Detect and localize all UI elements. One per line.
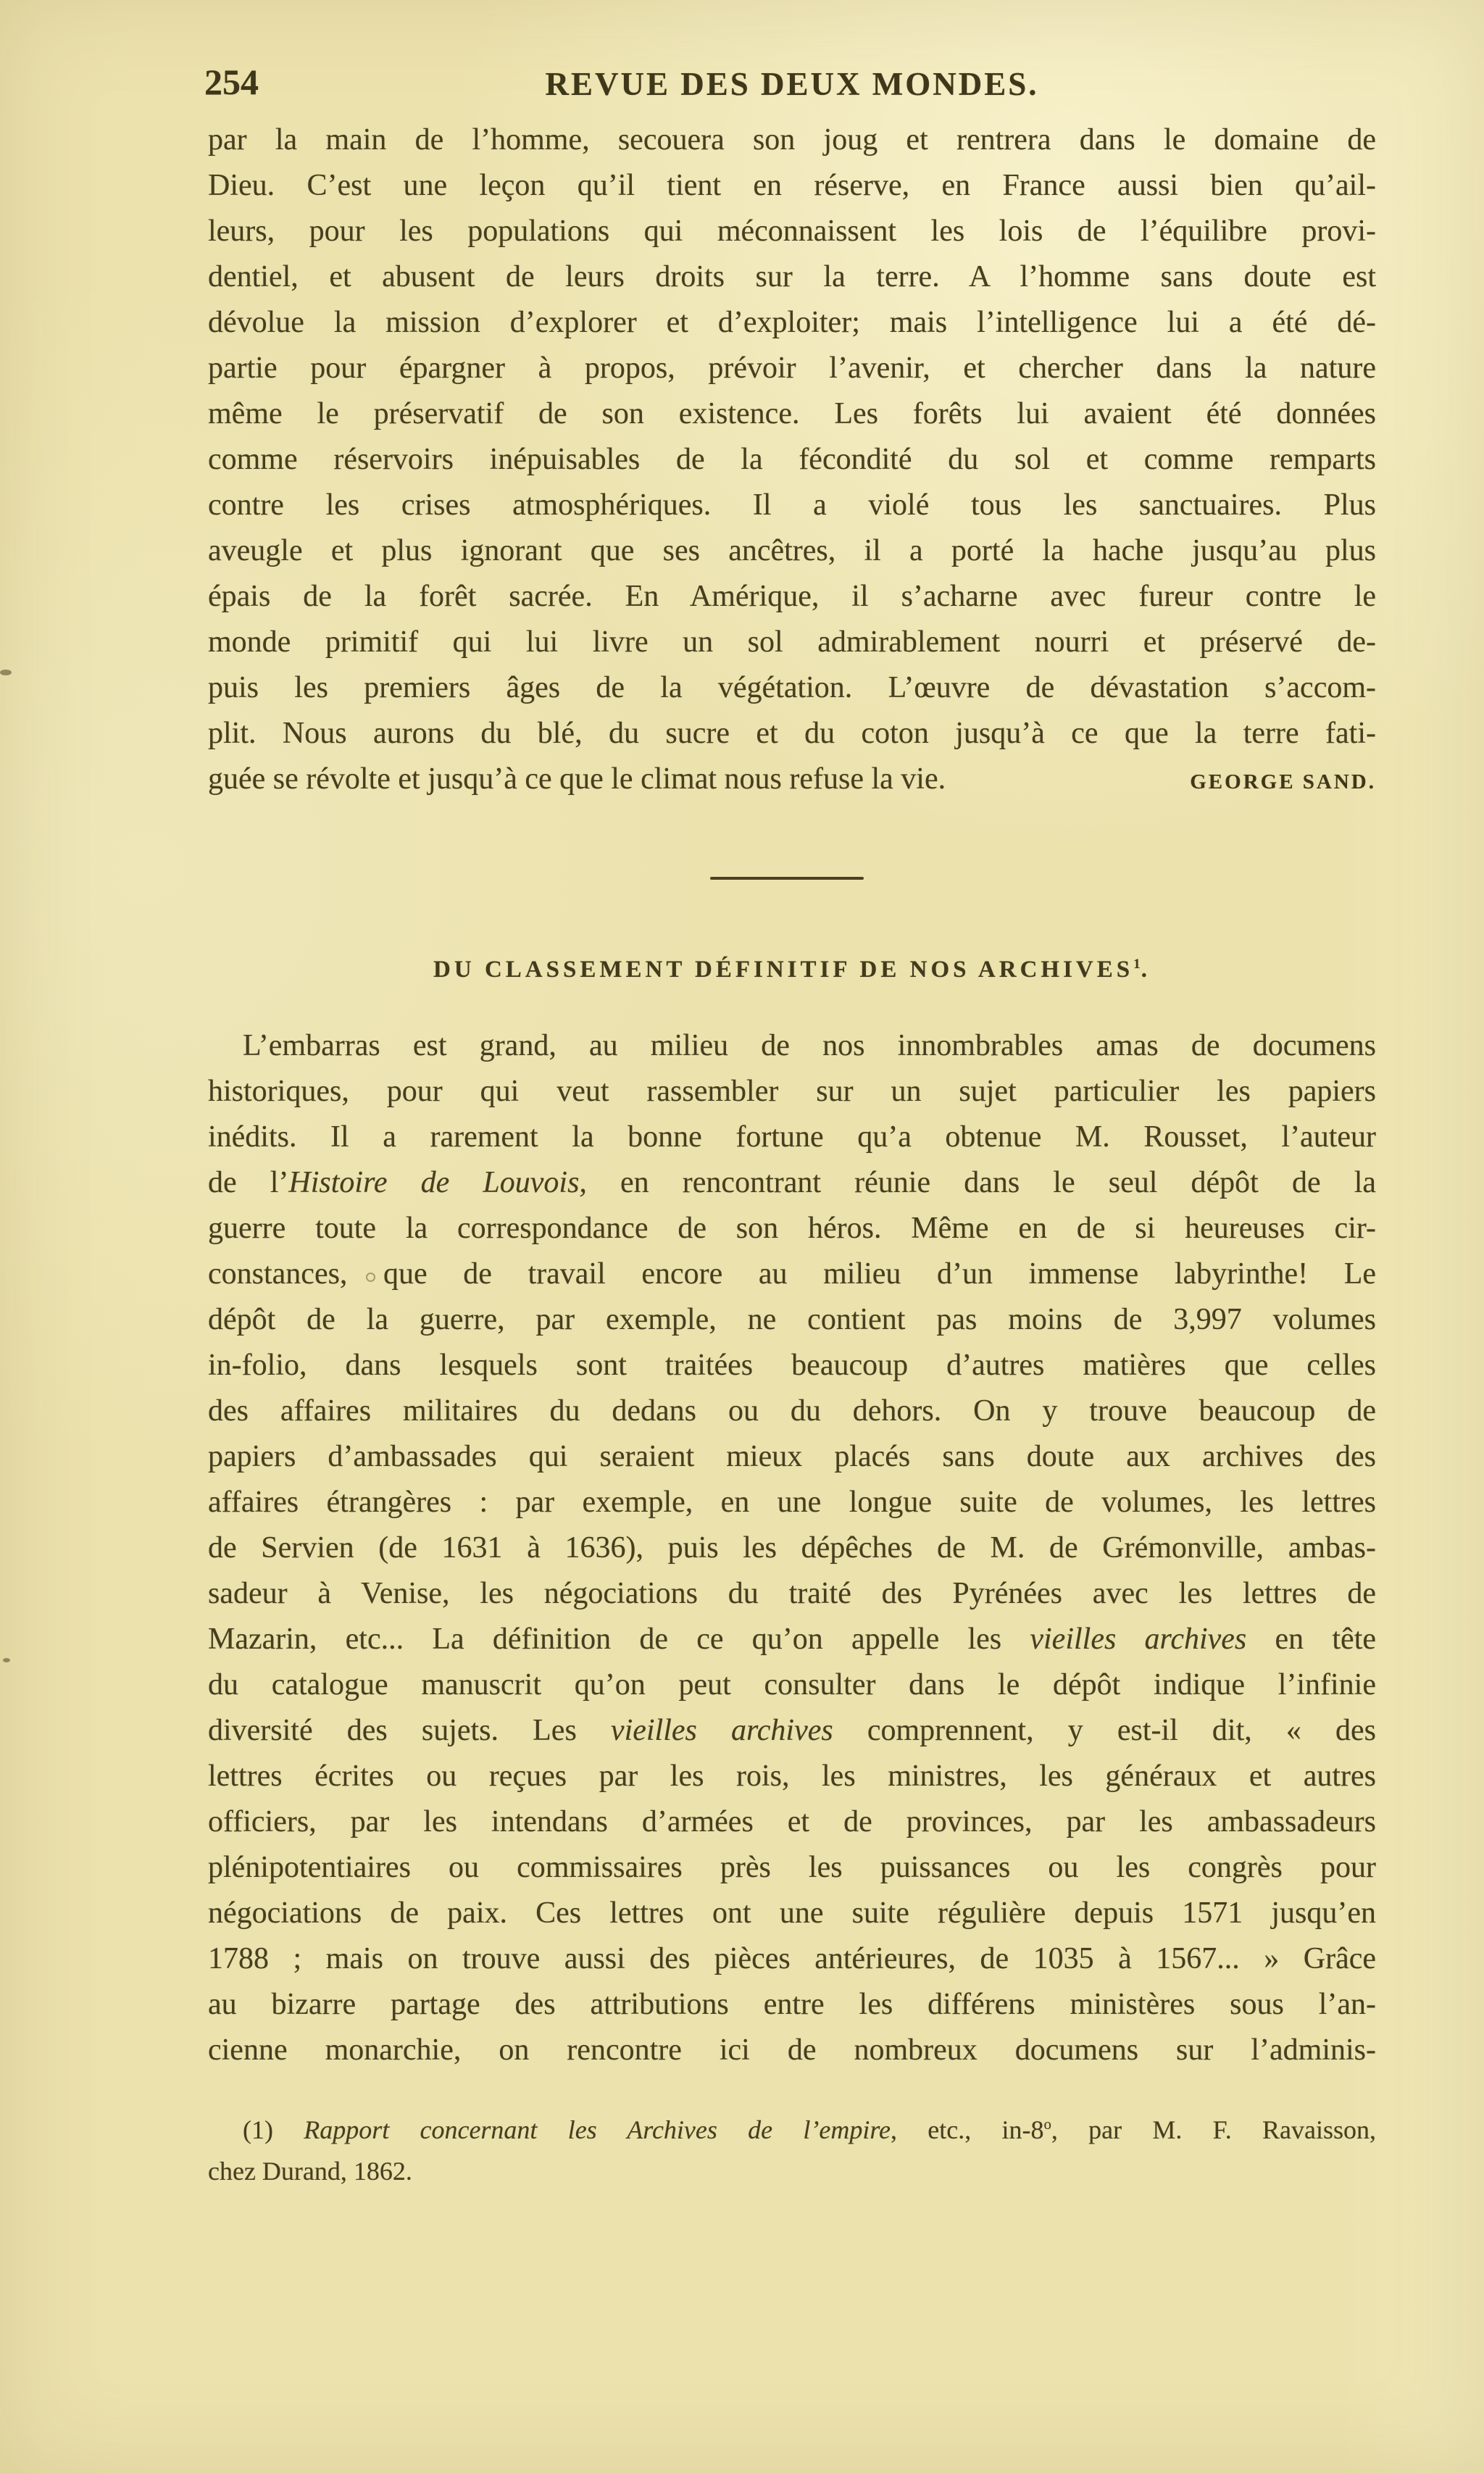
text-segment: en tête xyxy=(1246,1623,1377,1656)
section-heading xyxy=(208,957,1376,983)
text-line xyxy=(208,483,1376,528)
text-segment: monde primitif qui lui livre un sol admirablement nourri et préservé de- xyxy=(208,625,1376,659)
text-line xyxy=(208,300,1376,346)
line-text xyxy=(208,351,1376,385)
text-line xyxy=(208,1480,1376,1525)
text-segment: aveugle et plus ignorant que ses ancêtres, il a porté la hache jusqu’au plus xyxy=(208,534,1376,567)
line-text xyxy=(208,306,1376,339)
text-segment: chez Durand, 1862. xyxy=(208,2157,412,2186)
print-artifact xyxy=(366,1273,375,1282)
line-text xyxy=(208,1623,1376,1656)
text-line xyxy=(208,1343,1376,1388)
line-text xyxy=(208,1896,1376,1930)
text-segment: dépôt de la guerre, par exemple, ne contient pas moins de 3,997 volumes xyxy=(208,1303,1376,1336)
text-line xyxy=(208,1160,1376,1206)
text-line xyxy=(208,117,1376,163)
line-text xyxy=(208,1714,1376,1747)
line-text xyxy=(208,1303,1376,1336)
section-heading-period: . xyxy=(1141,957,1151,983)
line-text xyxy=(208,260,1376,293)
text-line xyxy=(208,1115,1376,1160)
text-segment: papiers d’ambassades qui seraient mieux placés sans doute aux archives des xyxy=(208,1440,1376,1473)
text-line xyxy=(208,1069,1376,1115)
text-line xyxy=(208,665,1376,711)
text-segment: guée se révolte et jusqu’à ce que le climat nous refuse la vie. xyxy=(208,762,946,796)
line-text xyxy=(208,717,1376,750)
footnote-reference-mark: 1 xyxy=(1133,957,1141,972)
text-line xyxy=(208,1206,1376,1251)
text-segment: guerre toute la correspondance de son héros. Même en de si heureuses cir- xyxy=(208,1212,1376,1245)
line-text xyxy=(208,123,1376,157)
line-text xyxy=(208,625,1376,659)
text-line xyxy=(208,1754,1376,1799)
line-text xyxy=(208,1942,1376,1975)
text-segment: 1788 ; mais on trouve aussi des pièces antérieures, de 1035 à 1567... » Grâce xyxy=(208,1942,1376,1975)
text-line xyxy=(208,254,1376,300)
line-text xyxy=(208,1440,1376,1473)
text-segment: par la main de l’homme, secouera son joug et rentrera dans le domaine de xyxy=(208,123,1376,157)
text-line xyxy=(208,1525,1376,1571)
text-line xyxy=(208,1662,1376,1708)
text-segment: comprennent, y est-il dit, « des xyxy=(833,1714,1377,1747)
text-line xyxy=(208,209,1376,254)
scan-speck xyxy=(3,1658,10,1662)
text-segment: plit. Nous aurons du blé, du sucre et du coton jusqu’à ce que la terre fati- xyxy=(208,717,1376,750)
text-line xyxy=(208,1936,1376,1982)
text-line xyxy=(208,1845,1376,1891)
text-line xyxy=(208,620,1376,665)
text-line xyxy=(208,1891,1376,1936)
line-text xyxy=(208,215,1376,248)
line-text xyxy=(208,1120,1376,1154)
line-text xyxy=(208,488,1376,522)
author-signature: GEORGE SAND. xyxy=(1190,770,1376,794)
text-segment: inédits. Il a rarement la bonne fortune qu’a obtenue M. Rousset, l’auteur xyxy=(208,1120,1376,1154)
text-segment: contre les crises atmosphériques. Il a violé tous les sanctuaires. Plus xyxy=(208,488,1376,522)
line-text xyxy=(208,397,1376,430)
line-text xyxy=(208,1257,1376,1291)
text-line xyxy=(208,1297,1376,1343)
text-line xyxy=(208,1708,1376,1754)
text-line xyxy=(208,1023,1376,1069)
article-body-paragraph xyxy=(208,1023,1376,2073)
text-segment: diversité des sujets. Les xyxy=(208,1714,611,1747)
text-line xyxy=(208,1617,1376,1662)
line-text xyxy=(208,1531,1376,1565)
line-text xyxy=(208,1486,1376,1519)
text-segment: comme réservoirs inépuisables de la fécondité du sol et comme remparts xyxy=(208,443,1376,476)
text-segment: en rencontrant réunie dans le seul dépôt de la xyxy=(586,1166,1377,1199)
text-segment: dévolue la mission d’explorer et d’exploiter; mais l’intelligence lui a été dé- xyxy=(208,306,1376,339)
text-line xyxy=(208,1388,1376,1434)
line-text xyxy=(208,1668,1376,1702)
text-segment: partie pour épargner à propos, prévoir l’avenir, et chercher dans la nature xyxy=(208,351,1376,385)
text-line xyxy=(208,757,1376,805)
footnote xyxy=(208,2104,1376,2192)
section-heading-text: DU CLASSEMENT DÉFINITIF DE NOS ARCHIVES xyxy=(433,957,1134,983)
line-text xyxy=(208,1166,1376,1199)
line-text xyxy=(243,2115,1376,2144)
line-text xyxy=(208,1759,1376,1793)
text-segment: puis les premiers âges de la végétation. L’œuvre de dévastation s’accom- xyxy=(208,671,1376,704)
text-segment: du catalogue manuscrit qu’on peut consulter dans le dépôt indique l’infinie xyxy=(208,1668,1376,1702)
text-line xyxy=(208,711,1376,757)
text-segment: de l’ xyxy=(208,1166,289,1199)
text-segment: in-folio, dans lesquels sont traitées beaucoup d’autres matières que celles xyxy=(208,1349,1376,1382)
text-line xyxy=(208,1434,1376,1480)
text-line xyxy=(208,574,1376,620)
text-segment: plénipotentiaires ou commissaires près les puissances ou les congrès pour xyxy=(208,1851,1376,1884)
line-text xyxy=(243,1029,1376,1062)
line-text xyxy=(208,443,1376,476)
page-number: 254 xyxy=(204,62,259,102)
line-text xyxy=(208,757,946,802)
text-segment: constances, que de travail encore au milieu d’un immense labyrinthe! Le xyxy=(208,1257,1376,1291)
line-text xyxy=(208,1394,1376,1428)
text-segment: de Servien (de 1631 à 1636), puis les dépêches de M. de Grémonville, ambas- xyxy=(208,1531,1376,1565)
text-line xyxy=(208,2151,1376,2192)
text-segment: leurs, pour les populations qui méconnaissent les lois de l’équilibre provi- xyxy=(208,215,1376,248)
text-segment: des affaires militaires du dedans ou du dehors. On y trouve beaucoup de xyxy=(208,1394,1376,1428)
text-segment: sadeur à Venise, les négociations du traité des Pyrénées avec les lettres de xyxy=(208,1577,1376,1610)
text-segment: Mazarin, etc... La définition de ce qu’on appelle les xyxy=(208,1623,1030,1656)
line-text xyxy=(208,1988,1376,2021)
text-segment: même le préservatif de son existence. Les forêts lui avaient été données xyxy=(208,397,1376,430)
text-segment: cienne monarchie, on rencontre ici de nombreux documens sur l’adminis- xyxy=(208,2033,1376,2067)
line-text xyxy=(208,1075,1376,1108)
text-line xyxy=(208,391,1376,437)
text-segment: dentiel, et abusent de leurs droits sur la terre. A l’homme sans doute est xyxy=(208,260,1376,293)
text-line xyxy=(208,1982,1376,2028)
text-line xyxy=(208,163,1376,209)
article-end-paragraph xyxy=(208,117,1376,805)
line-text xyxy=(208,1577,1376,1610)
text-line xyxy=(208,528,1376,574)
line-text xyxy=(208,1805,1376,1838)
line-text xyxy=(208,1349,1376,1382)
text-line xyxy=(208,1799,1376,1845)
section-separator-rule xyxy=(710,877,864,880)
text-segment: épais de la forêt sacrée. En Amérique, il s’acharne avec fureur contre le xyxy=(208,580,1376,613)
line-text xyxy=(208,2033,1376,2067)
text-segment: historiques, pour qui veut rassembler sur un sujet particulier les papiers xyxy=(208,1075,1376,1108)
line-text xyxy=(208,534,1376,567)
text-segment: lettres écrites ou reçues par les rois, les ministres, les généraux et autres xyxy=(208,1759,1376,1793)
text-segment: au bizarre partage des attributions entre les différens ministères sous l’an- xyxy=(208,1988,1376,2021)
italic-segment: vieilles archives xyxy=(610,1714,833,1747)
text-segment: Dieu. C’est une leçon qu’il tient en réserve, en France aussi bien qu’ail- xyxy=(208,169,1376,202)
text-segment: , par M. F. Ravaisson, xyxy=(1051,2115,1377,2144)
scan-speck xyxy=(0,670,12,675)
line-text xyxy=(208,1851,1376,1884)
journal-running-title: REVUE DES DEUX MONDES. xyxy=(545,66,1039,102)
line-text xyxy=(208,580,1376,613)
text-segment: affaires étrangères : par exemple, en une longue suite de volumes, les lettres xyxy=(208,1486,1376,1519)
text-segment: officiers, par les intendans d’armées et de provinces, par les ambassadeurs xyxy=(208,1805,1376,1838)
line-text xyxy=(208,671,1376,704)
line-text xyxy=(208,169,1376,202)
line-text xyxy=(208,2157,412,2186)
italic-segment: Rapport concernant les Archives de l’empire xyxy=(304,2115,891,2144)
text-segment: (1) xyxy=(243,2115,304,2144)
line-text xyxy=(208,1212,1376,1245)
text-line xyxy=(208,2028,1376,2073)
italic-segment: vieilles archives xyxy=(1030,1623,1247,1656)
text-line xyxy=(208,1251,1376,1297)
text-line xyxy=(208,2104,1376,2151)
text-segment: L’embarras est grand, au milieu de nos innombrables amas de documens xyxy=(243,1029,1376,1062)
superscript-segment: o xyxy=(1043,2115,1051,2133)
text-segment: , etc., in-8 xyxy=(891,2115,1044,2144)
text-segment: négociations de paix. Ces lettres ont une suite régulière depuis 1571 jusqu’en xyxy=(208,1896,1376,1930)
text-line xyxy=(208,1571,1376,1617)
text-line xyxy=(208,437,1376,483)
italic-segment: Histoire de Louvois, xyxy=(288,1166,587,1199)
text-line xyxy=(208,346,1376,391)
